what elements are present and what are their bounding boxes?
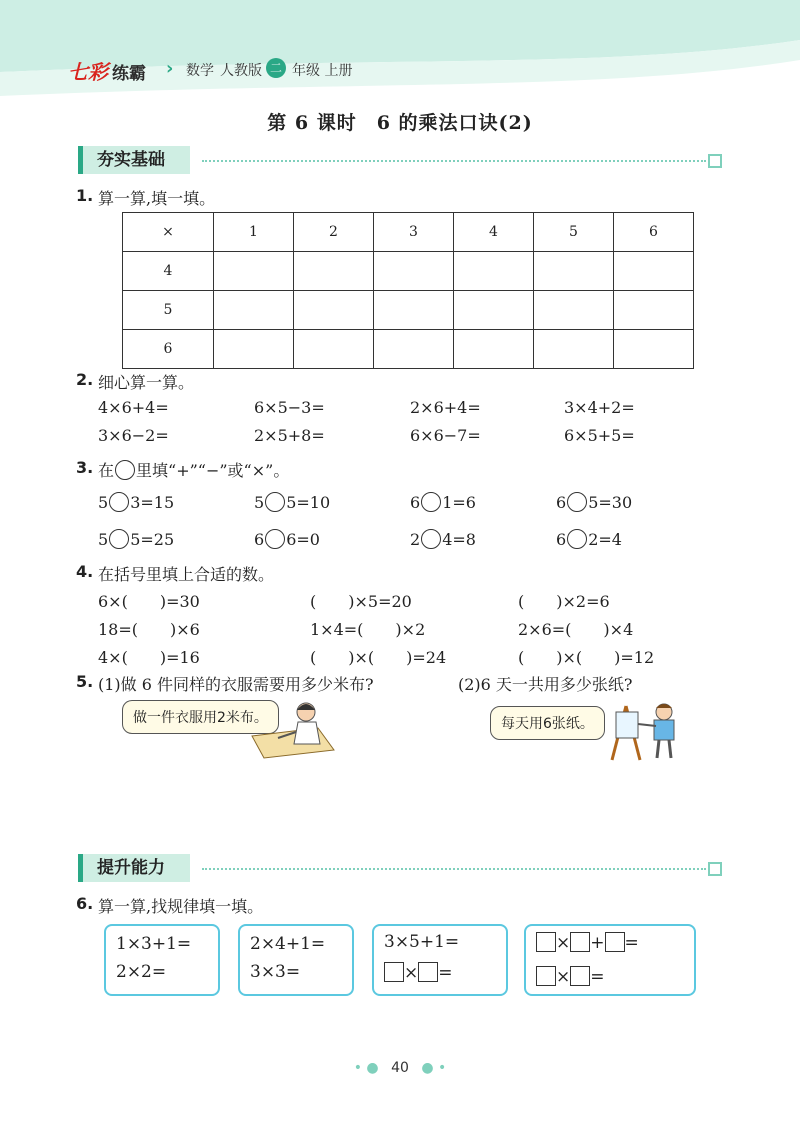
question-text: 细心算一算。 <box>98 373 195 392</box>
operator-item: 6 5=30 <box>556 493 633 512</box>
operator-circle[interactable] <box>421 492 441 512</box>
section-divider <box>202 868 706 870</box>
fill-expression[interactable]: 18=( )×6 <box>98 620 200 639</box>
question-number: 4. <box>76 562 94 581</box>
section-label-basics: 夯实基础 <box>78 146 190 174</box>
question-text: 算一算,填一填。 <box>98 189 216 208</box>
answer-cell[interactable] <box>454 252 534 291</box>
answer-cell[interactable] <box>534 252 614 291</box>
answer-box[interactable] <box>605 932 625 952</box>
table-header-cell: 4 <box>454 213 534 252</box>
chevron-right-icon: › <box>166 58 174 79</box>
table-header-cell: 6 <box>614 213 694 252</box>
answer-box[interactable] <box>536 932 556 952</box>
answer-cell[interactable] <box>614 252 694 291</box>
answer-cell[interactable] <box>374 252 454 291</box>
fill-expression[interactable]: ( )×( )=24 <box>310 648 447 667</box>
operator-item: 5 3=15 <box>98 493 175 512</box>
answer-cell[interactable] <box>214 252 294 291</box>
card-line-boxes: × + = <box>536 932 639 953</box>
expression: 4×6+4= <box>98 398 169 417</box>
speech-bubble-cloth: 做一件衣服用2米布。 <box>122 700 279 734</box>
expression: 6×6−7= <box>410 426 481 445</box>
expression: 2×6+4= <box>410 398 481 417</box>
operator-item: 6 1=6 <box>410 493 476 512</box>
dots-decoration-icon: ● • <box>421 1060 447 1076</box>
section-square-icon <box>708 154 722 168</box>
card-line: 1×3+1= <box>116 934 192 954</box>
fill-expression[interactable]: 6×( )=30 <box>98 592 200 611</box>
operator-circle[interactable] <box>109 492 129 512</box>
operator-item: 5 5=10 <box>254 493 331 512</box>
expression: 6×5−3= <box>254 398 325 417</box>
brand-part2: 练霸 <box>112 64 146 84</box>
fill-expression[interactable]: 2×6=( )×4 <box>518 620 634 639</box>
answer-box[interactable] <box>536 966 556 986</box>
table-header-cell: 2 <box>294 213 374 252</box>
question-number: 6. <box>76 894 94 913</box>
multiplication-table <box>122 212 694 369</box>
answer-cell[interactable] <box>214 330 294 369</box>
section-divider <box>202 160 706 162</box>
answer-cell[interactable] <box>534 330 614 369</box>
table-row <box>123 291 694 330</box>
question-text-b: 里填“+”“−”或“×”。 <box>136 461 290 480</box>
card-line: 2×4+1= <box>250 934 326 954</box>
card-line-boxes: × = <box>384 962 453 983</box>
grade-badge: 二 <box>266 58 286 78</box>
question-text: 在括号里填上合适的数。 <box>98 565 275 584</box>
card-line-boxes: × = <box>536 966 605 987</box>
operator-circle[interactable] <box>567 492 587 512</box>
table-header-row <box>123 213 694 252</box>
operator-item: 6 6=0 <box>254 530 320 549</box>
answer-cell[interactable] <box>294 291 374 330</box>
dots-decoration-icon: • ● <box>353 1060 379 1076</box>
question-number: 5. <box>76 672 94 691</box>
answer-cell[interactable] <box>614 291 694 330</box>
card-line: 3×5+1= <box>384 932 460 952</box>
edition-label: 人教版 <box>220 63 262 79</box>
card-line: 3×3= <box>250 962 301 982</box>
table-header-cell: 3 <box>374 213 454 252</box>
table-row-head: 5 <box>123 291 214 330</box>
page-title: 第 6 课时 6 的乘法口诀(2) <box>267 112 533 134</box>
operator-circle[interactable] <box>567 529 587 549</box>
page-footer <box>0 1060 800 1076</box>
circle-blank-icon <box>115 460 135 480</box>
brand-part1: 七彩 <box>68 60 108 84</box>
fill-expression[interactable]: ( )×5=20 <box>310 592 412 611</box>
section-label-improve: 提升能力 <box>78 854 190 882</box>
answer-cell[interactable] <box>294 330 374 369</box>
answer-cell[interactable] <box>294 252 374 291</box>
answer-cell[interactable] <box>534 291 614 330</box>
pattern-card <box>524 924 696 996</box>
operator-circle[interactable] <box>109 529 129 549</box>
table-header-cell: × <box>123 213 214 252</box>
expression: 3×6−2= <box>98 426 169 445</box>
header-band <box>0 0 800 100</box>
question-part2: (2)6 天一共用多少张纸? <box>458 675 633 694</box>
question-part1: (1)做 6 件同样的衣服需要用多少米布? <box>98 675 374 694</box>
operator-item: 5 5=25 <box>98 530 175 549</box>
pattern-card <box>104 924 220 996</box>
operator-item: 6 2=4 <box>556 530 622 549</box>
answer-box[interactable] <box>418 962 438 982</box>
operator-item: 2 4=8 <box>410 530 476 549</box>
grade-label: 年级 上册 <box>292 63 353 79</box>
tailor-illustration <box>248 698 338 762</box>
answer-cell[interactable] <box>214 291 294 330</box>
answer-cell[interactable] <box>374 330 454 369</box>
answer-box[interactable] <box>570 932 590 952</box>
answer-box[interactable] <box>384 962 404 982</box>
card-line: 2×2= <box>116 962 167 982</box>
table-header-cell: 5 <box>534 213 614 252</box>
header-wave-background <box>0 0 800 100</box>
brand-logo <box>68 56 146 85</box>
operator-circle[interactable] <box>421 529 441 549</box>
painter-illustration <box>604 698 686 762</box>
question-number: 3. <box>76 458 94 477</box>
table-row-head: 6 <box>123 330 214 369</box>
table-row-head: 4 <box>123 252 214 291</box>
fill-expression[interactable]: 1×4=( )×2 <box>310 620 426 639</box>
question-number: 2. <box>76 370 94 389</box>
answer-box[interactable] <box>570 966 590 986</box>
expression: 6×5+5= <box>564 426 635 445</box>
question-text <box>98 458 289 481</box>
answer-cell[interactable] <box>614 330 694 369</box>
answer-cell[interactable] <box>374 291 454 330</box>
expression: 3×4+2= <box>564 398 635 417</box>
table-header-cell: 1 <box>214 213 294 252</box>
table-row <box>123 330 694 369</box>
page-number: 40 <box>391 1060 409 1076</box>
subject-label: 数学 <box>186 63 214 79</box>
pattern-card <box>372 924 508 996</box>
fill-expression[interactable]: ( )×( )=12 <box>518 648 655 667</box>
fill-expression[interactable]: ( )×2=6 <box>518 592 610 611</box>
pattern-card <box>238 924 354 996</box>
speech-bubble-paper: 每天用6张纸。 <box>490 706 605 740</box>
table-row <box>123 252 694 291</box>
question-number: 1. <box>76 186 94 205</box>
answer-cell[interactable] <box>454 330 534 369</box>
fill-expression[interactable]: 4×( )=16 <box>98 648 200 667</box>
answer-cell[interactable] <box>454 291 534 330</box>
operator-circle[interactable] <box>265 492 285 512</box>
expression: 2×5+8= <box>254 426 325 445</box>
operator-circle[interactable] <box>265 529 285 549</box>
question-text-a: 在 <box>98 461 115 480</box>
section-square-icon <box>708 862 722 876</box>
question-text: 算一算,找规律填一填。 <box>98 897 264 916</box>
